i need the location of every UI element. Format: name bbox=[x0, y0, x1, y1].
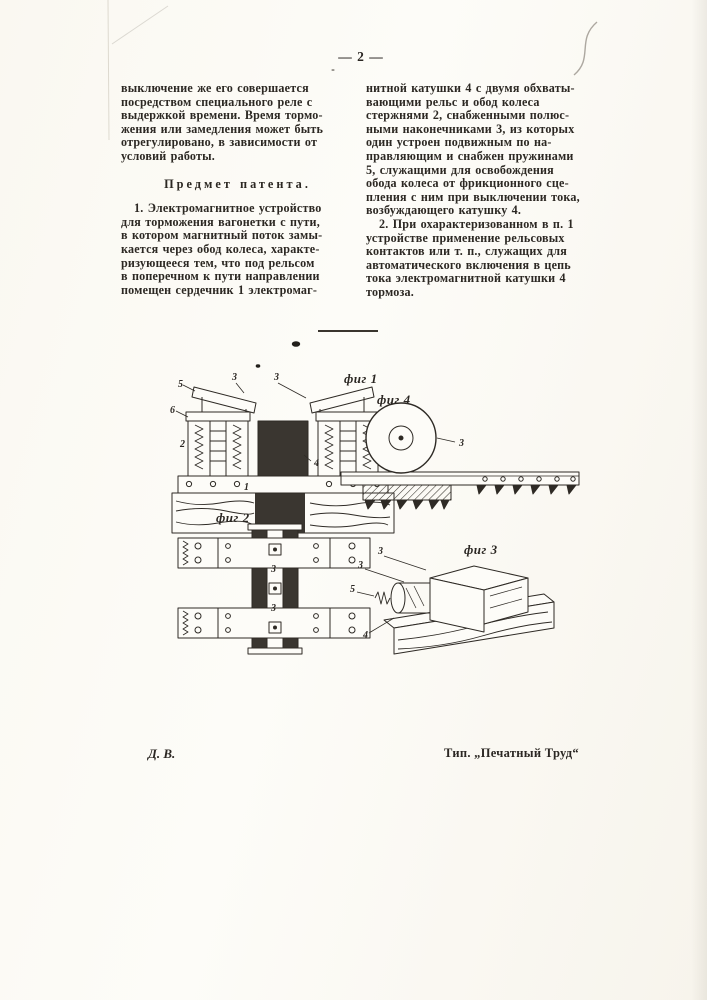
figure-3-callout: 4 bbox=[363, 630, 368, 641]
figure-3-drawing bbox=[357, 556, 554, 654]
claim-1-left: 1. Электромагнитное устройство для торможения вагонетки с пути, в котором магнитный поток замы- кается через обод колеса, характе- ризующееся тем, что под рельсом в поперечном к пути направлении помещен сердечник 1 электромаг- bbox=[121, 201, 323, 297]
ink-speck bbox=[331, 69, 334, 71]
ink-blot bbox=[292, 341, 300, 347]
figure-1-callout: 2 bbox=[180, 439, 185, 450]
body-text-left: выключение же его совершается посредством специального реле с выдержкой времени. Время тормо- жения или замедления может быть отрегулировано, в зависимости от условий работы. bbox=[121, 81, 324, 163]
page-number: — 2 — bbox=[338, 49, 384, 64]
figure-3-callout: 3 bbox=[358, 560, 363, 571]
figure-1-callout: 5 bbox=[178, 379, 183, 390]
figure-4-drawing bbox=[341, 403, 579, 509]
printer-imprint: Тип. „Печатный Труд“ bbox=[444, 746, 579, 760]
figure-1-callout: 3 bbox=[274, 372, 279, 383]
figure-1-label: фиг 1 bbox=[344, 371, 378, 386]
figure-1-callout: 4 bbox=[314, 458, 319, 469]
paper-crease bbox=[108, 0, 109, 140]
figure-1-callout: 6 bbox=[170, 405, 175, 416]
author-initials: Д. В. bbox=[148, 746, 176, 761]
figure-4-label: фиг 4 bbox=[377, 392, 411, 407]
figure-1-callout: 1 bbox=[244, 482, 249, 493]
figure-1-callout: 3 bbox=[232, 372, 237, 383]
corner-mark bbox=[112, 6, 168, 44]
figure-2-callout: 3 bbox=[271, 603, 276, 614]
figure-3-label: фиг 3 bbox=[464, 542, 498, 557]
claim-2: 2. При охарактеризованном в п. 1 устройстве применение рельсовых контактов или т. п., служащих для автоматического включения в цепь тока электромагнитной катушки 4 тормоза. bbox=[366, 216, 574, 299]
right-column bbox=[366, 82, 607, 300]
figure-3-callout: 5 bbox=[350, 584, 355, 595]
figure-3-callout: 3 bbox=[378, 546, 383, 557]
section-divider-rule bbox=[318, 330, 378, 332]
claim-1-right: нитной катушки 4 с двумя обхваты- вающими рельс и обод колеса стержнями 2, снабженными полюс- ными наконечниками 3, из которых один устроен подвижным по на- правляющим и снабжен пружинами 5, служащими для освобождения обода колеса от фрикционного сце- пления с ним при выключении тока, возбуждающего катушку 4. bbox=[366, 81, 580, 218]
figure-4-callout: 3 bbox=[459, 438, 464, 449]
section-heading: Предмет патента. bbox=[164, 176, 311, 191]
figure-2-callout: 3 bbox=[271, 564, 276, 575]
figure-2-label: фиг 2 bbox=[216, 510, 250, 525]
left-column bbox=[121, 82, 354, 297]
figure-3 bbox=[338, 538, 566, 666]
figure-4 bbox=[335, 388, 585, 513]
